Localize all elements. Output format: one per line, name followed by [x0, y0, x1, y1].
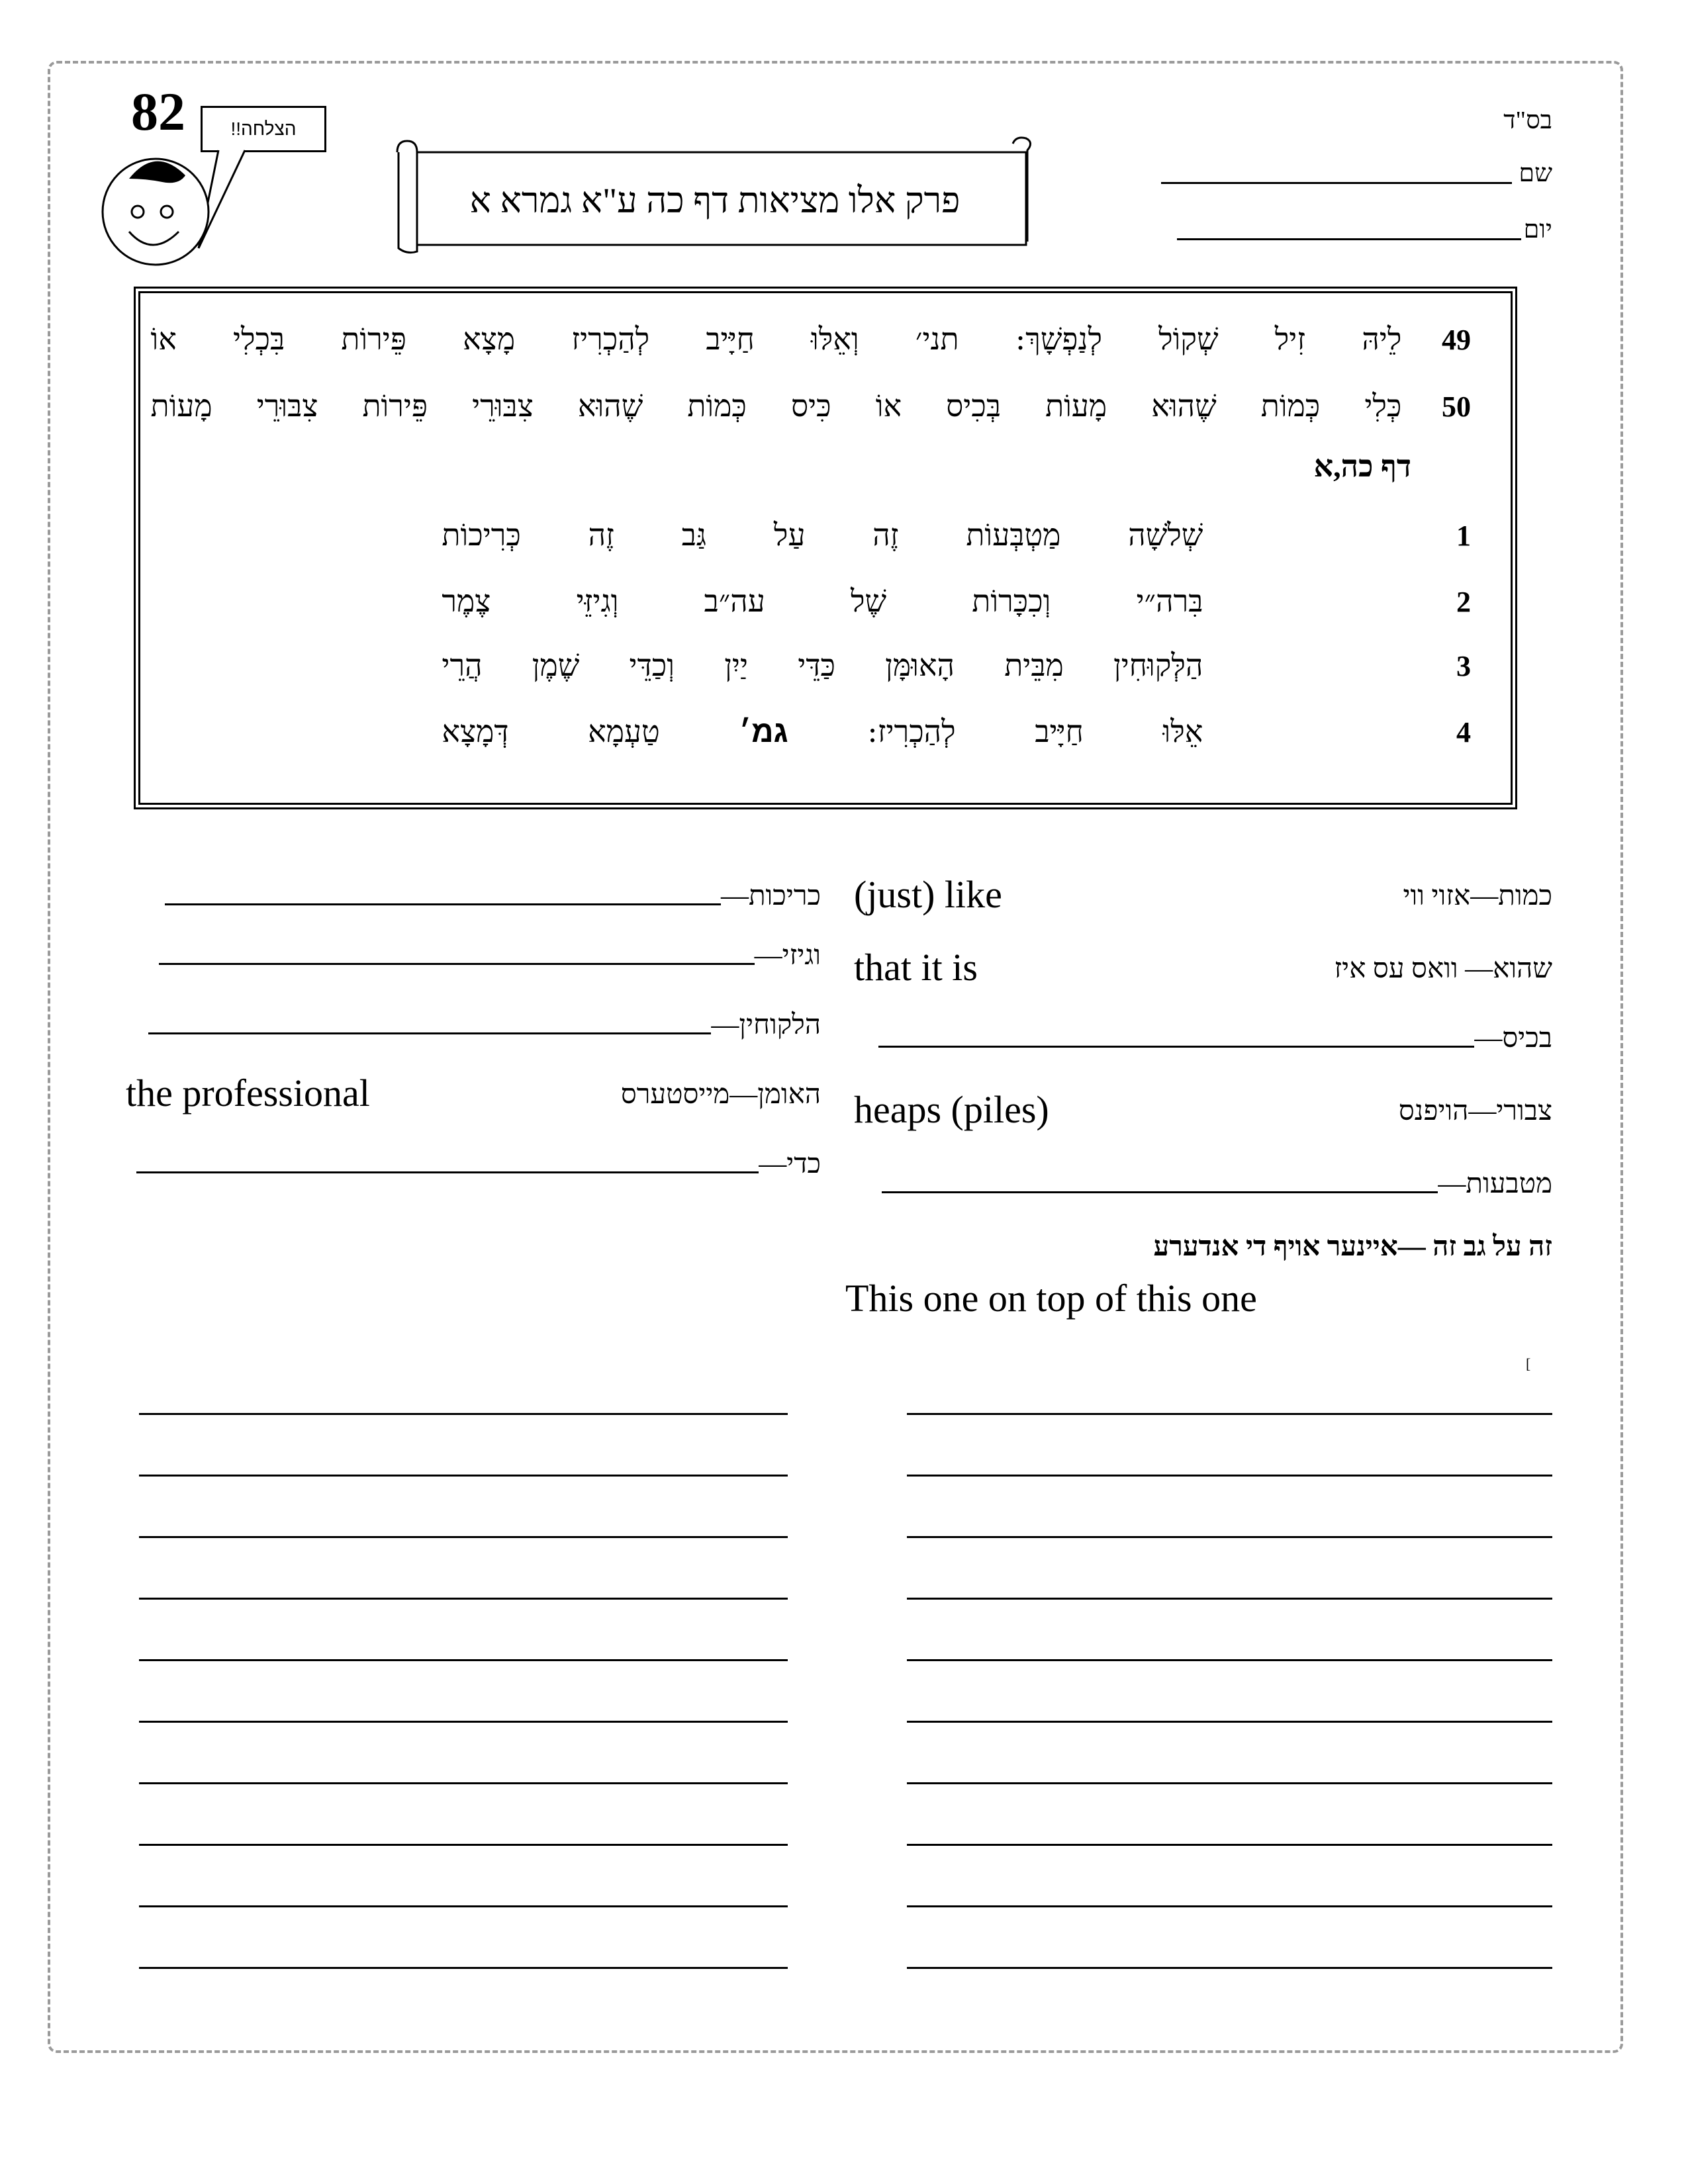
writing-line[interactable]: [907, 1844, 1552, 1846]
gemara-line-4: 4 אֵלּוּ חַיָּיב לְהַכְרִיז: גמ׳ טַעְמָא דְּמָצָא: [442, 713, 1471, 749]
vocab-shehu: שהוא— וואס עס איז: [1334, 954, 1552, 984]
vocab-answer-line[interactable]: [159, 963, 755, 965]
writing-line[interactable]: [907, 1536, 1552, 1538]
gemara-line-3: 3 הַלְּקוּחִין מִבֵּית הָאוּמָּן כַּדֵּי יַיִן וְכַדֵּי שֶׁמֶן הֲרֵי: [442, 647, 1471, 683]
writing-line[interactable]: [139, 1413, 788, 1415]
bsd-label: בס"ד: [1503, 107, 1552, 134]
gemara-line-words: אֵלּוּ חַיָּיב לְהַכְרִיז: גמ׳ טַעְמָא דְּמָצָא: [442, 713, 1203, 749]
vocab-shehu-translation: that it is: [854, 946, 978, 989]
worksheet-title: פרק אלו מציאות דף כה ע"א גמרא א: [469, 181, 961, 220]
daf-label: דף כה,א: [1313, 449, 1411, 483]
smiley-boy-icon: [99, 146, 218, 271]
vocab-zeh-al-gav-translation: This one on top of this one: [845, 1277, 1257, 1320]
writing-line[interactable]: [139, 1475, 788, 1477]
name-label: שם: [1519, 159, 1552, 187]
gemara-line-words: לֵיהּ זִיל שְׁקוֹל לְנַפְשָׁךְ: תני׳ וְאֵלּוּ חַיָּיב לְהַכְרִיז מָצָא פֵּירוֹת בִּכְלִי אוֹ: [150, 321, 1402, 357]
writing-line[interactable]: [907, 1598, 1552, 1600]
gemara-line-words: בִּרה״י וְכִכָּרוֹת שֶׁל עה״ב וְגִיזֵּי צֶמֶר: [442, 583, 1203, 619]
name-field[interactable]: [1161, 159, 1552, 188]
writing-line[interactable]: [139, 1782, 788, 1784]
writing-line[interactable]: [907, 1967, 1552, 1969]
vocab-kadei: כדי—: [136, 1148, 821, 1180]
writing-line[interactable]: [139, 1598, 788, 1600]
vocab-answer-line[interactable]: [882, 1191, 1438, 1193]
gemara-line-49: 49 לֵיהּ זִיל שְׁקוֹל לְנַפְשָׁךְ: תני׳ וְאֵלּוּ חַיָּיב לְהַכְרִיז מָצָא פֵּירוֹת בִּכְלִי אוֹ: [150, 321, 1471, 357]
writing-line[interactable]: [907, 1782, 1552, 1784]
vocab-answer-line[interactable]: [136, 1171, 759, 1173]
gemara-line-words: שְׁלֹשָׁה מַטְבְּעוֹת זֶה עַל גַּב זֶה כְּרִיכוֹת: [442, 517, 1203, 553]
writing-line[interactable]: [907, 1659, 1552, 1661]
gemara-line-1: 1 שְׁלֹשָׁה מַטְבְּעוֹת זֶה עַל גַּב זֶה כְּרִיכוֹת: [442, 517, 1471, 553]
vocab-gizei: וגיזי—: [159, 940, 821, 972]
vocab-kemos: כמות—אזוי ווי: [1403, 881, 1552, 911]
day-label: יום: [1523, 216, 1552, 244]
vocab-tzibure: צבורי—הויפנס: [1398, 1096, 1552, 1126]
writing-line[interactable]: [139, 1967, 788, 1969]
writing-line[interactable]: [139, 1659, 788, 1661]
writing-line[interactable]: [139, 1844, 788, 1846]
gemara-line-words: כְּלִי כְּמוֹת שֶׁהוּא מָעוֹת בְּכִיס אוֹ כִּיס כְּמוֹת שֶׁהוּא צִבּוּרֵי פֵּירוֹת צִבּוּרֵי מָעוֹת: [150, 388, 1402, 424]
writing-line[interactable]: [907, 1905, 1552, 1907]
vocab-haumon: האומן—מייסטערס: [620, 1079, 821, 1110]
speech-bubble: הצלחה!!: [201, 106, 326, 152]
day-field[interactable]: [1177, 215, 1552, 244]
gemara-line-2: 2 בִּרה״י וְכִכָּרוֹת שֶׁל עה״ב וְגִיזֵּי צֶמֶר: [442, 583, 1471, 619]
writing-lines-right[interactable]: [907, 1413, 1552, 1969]
vocab-kemos-translation: (just) like: [854, 873, 1002, 916]
gemara-text-box: [134, 287, 1517, 809]
gemara-line-words: הַלְּקוּחִין מִבֵּית הָאוּמָּן כַּדֵּי יַיִן וְכַדֵּי שֶׁמֶן הֲרֵי: [442, 647, 1203, 683]
vocab-bekis: בכיס—: [878, 1023, 1552, 1054]
writing-line[interactable]: [139, 1721, 788, 1723]
name-input-line[interactable]: [1161, 182, 1512, 184]
writing-line[interactable]: [907, 1413, 1552, 1415]
vocab-tzibure-translation: heaps (piles): [854, 1088, 1049, 1131]
vocab-krichos: כריכות—: [165, 880, 821, 912]
writing-lines-left[interactable]: [139, 1413, 788, 1969]
page-number: 82: [131, 81, 185, 142]
gemara-line-50: 50 כְּלִי כְּמוֹת שֶׁהוּא מָעוֹת בְּכִיס אוֹ כִּיס כְּמוֹת שֶׁהוּא צִבּוּרֵי פֵּירוֹת צִבּוּרֵי מָעוֹת: [150, 388, 1471, 424]
vocab-haumon-translation: the professional: [126, 1071, 370, 1115]
writing-line[interactable]: [139, 1536, 788, 1538]
vocab-answer-line[interactable]: [165, 903, 721, 905]
vocab-zeh-al-gav: זה על גב זה —איינער אויף די אנדערע: [1153, 1232, 1552, 1262]
vocab-answer-line[interactable]: [148, 1032, 711, 1034]
vocab-matbeos: מטבעות—: [882, 1168, 1552, 1200]
writing-line[interactable]: [907, 1475, 1552, 1477]
writing-line[interactable]: [907, 1721, 1552, 1723]
day-input-line[interactable]: [1177, 238, 1521, 240]
stray-bracket-mark: [: [1526, 1355, 1531, 1372]
vocab-answer-line[interactable]: [878, 1046, 1474, 1048]
vocab-halkuchin: הלקוחין—: [148, 1009, 821, 1041]
writing-line[interactable]: [139, 1905, 788, 1907]
